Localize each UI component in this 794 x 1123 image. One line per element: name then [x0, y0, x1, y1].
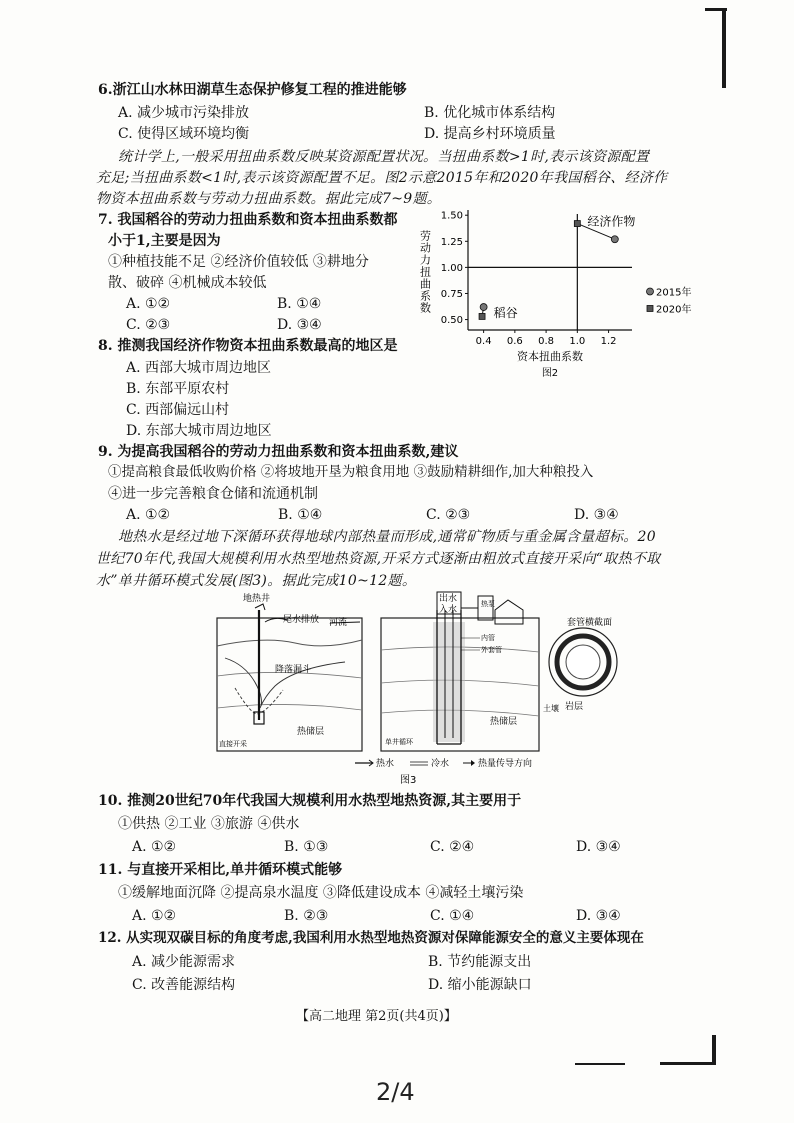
page-number: 2/4 — [376, 1078, 415, 1106]
figure-3-caption: 图3 — [400, 775, 417, 786]
q12-stem: 12. 从实现双碳目标的角度考虑,我国利用水热型地热资源对保障能源安全的意义主要体现在 — [98, 930, 644, 946]
q10-stem: 10. 推测20世纪70年代我国大规模利用水热型地热资源,其主要用于 — [98, 793, 522, 809]
legend-hot-water: 热水 — [376, 759, 395, 769]
label-open: 直接开采 — [219, 740, 247, 748]
intro-10-12-line1: 地热水是经过地下深循环获得地球内部热量而形成,通常矿物质与重金属含量超标。20 — [118, 529, 656, 545]
q11-option-c: C. ①④ — [430, 908, 475, 924]
q9-items-line2: ④进一步完善粮食仓储和流通机制 — [108, 486, 318, 502]
q10-option-b: B. ①③ — [284, 839, 329, 855]
q7-option-b: B. ①④ — [277, 296, 322, 312]
q11-option-b: B. ②③ — [284, 908, 329, 924]
q10-option-a: A. ①② — [132, 839, 177, 855]
figure-3-legend — [355, 757, 532, 786]
scan-edge-mark — [712, 1035, 716, 1065]
point-2020 — [574, 221, 580, 227]
q10-option-d: D. ③④ — [576, 839, 621, 855]
label-out: 出水 — [439, 594, 458, 604]
legend-heat-direction: 热量传导方向 — [478, 759, 533, 769]
label-in: 入水 — [439, 605, 458, 615]
intro-7-9-line1: 统计学上,一般采用扭曲系数反映某资源配置状况。当扭曲系数>1时,表示该资源配置 — [118, 149, 650, 165]
q12-option-a: A. 减少能源需求 — [132, 954, 236, 970]
label-mode: 单井循环 — [385, 738, 413, 746]
intro-7-9-line2: 充足;当扭曲系数<1时,表示该资源配置不足。图2示意2015年和2020年我国稻谷、经济作 — [96, 170, 668, 186]
q7-option-c: C. ②③ — [126, 317, 171, 333]
figure-3-diagram — [205, 588, 725, 788]
q6-option-d: D. 提高乡村环境质量 — [424, 126, 556, 142]
y-tick-label: 1.50 — [440, 210, 463, 222]
q8-option-c: C. 西部偏远山村 — [126, 402, 230, 418]
page-footer: 【高二地理 第2页(共4页)】 — [296, 1009, 457, 1024]
q6-option-a: A. 减少城市污染排放 — [118, 105, 250, 121]
figure-2-chart — [418, 200, 708, 400]
x-tick-label: 1.2 — [600, 336, 617, 347]
q6-stem: 6.浙江山水林田湖草生态保护修复工程的推进能够 — [98, 82, 407, 98]
label-well: 地热井 — [243, 594, 271, 604]
q8-option-d: D. 东部大城市周边地区 — [126, 423, 272, 439]
q6-option-b: B. 优化城市体系结构 — [424, 105, 556, 121]
label-section: 套管横截面 — [567, 618, 613, 628]
point-2020 — [479, 313, 485, 319]
intro-10-12-line3: 水”单井循环模式发展(图3)。据此完成10~12题。 — [96, 573, 417, 589]
x-tick-label: 1.0 — [569, 336, 586, 347]
legend-2015-marker — [647, 288, 654, 295]
legend-2020-label: 2020年 — [656, 304, 692, 316]
label-right-store: 热储层 — [490, 717, 518, 727]
q11-option-a: A. ①② — [132, 908, 177, 924]
scan-edge-mark — [660, 1062, 715, 1065]
q7-items-line2: 散、破碎 ④机械成本较低 — [108, 275, 267, 291]
legend-2020-marker — [647, 305, 653, 311]
q8-stem: 8. 推测我国经济作物资本扭曲系数最高的地区是 — [98, 338, 398, 354]
y-tick-label: 0.50 — [440, 315, 463, 327]
point-2015 — [611, 236, 618, 243]
y-axis-label: 劳动力扭曲系数 — [418, 230, 432, 314]
x-tick-label: 0.6 — [506, 336, 523, 347]
q7-stem-line1: 7. 我国稻谷的劳动力扭曲系数和资本扭曲系数都 — [98, 212, 398, 228]
q10-items: ①供热 ②工业 ③旅游 ④供水 — [118, 816, 300, 832]
q9-option-b: B. ①④ — [278, 507, 323, 523]
figure-3-left-panel — [217, 592, 362, 751]
label-rock: 岩层 — [565, 702, 584, 712]
scan-edge-mark — [575, 1063, 625, 1065]
intro-7-9-line3: 物资本扭曲系数与劳动力扭曲系数。据此完成7~9题。 — [96, 191, 442, 207]
x-tick-label: 0.4 — [475, 336, 492, 347]
q9-option-d: D. ③④ — [574, 507, 619, 523]
label-soil: 土壤 — [543, 704, 559, 713]
q12-option-c: C. 改善能源结构 — [132, 977, 236, 993]
q7-stem-line2: 小于1,主要是因为 — [108, 233, 221, 249]
scan-edge-mark — [722, 8, 726, 88]
label-funnel: 降落漏斗 — [275, 665, 312, 675]
figure-2-caption: 图2 — [541, 368, 559, 379]
y-tick-label: 1.25 — [440, 236, 463, 248]
series-label: 经济作物 — [587, 214, 636, 229]
q11-stem: 11. 与直接开采相比,单井循环模式能够 — [98, 862, 343, 878]
q9-option-a: A. ①② — [126, 507, 171, 523]
label-drain: 尾水排放 — [283, 615, 320, 625]
q11-items: ①缓解地面沉降 ②提高泉水温度 ③降低建设成本 ④减轻土壤污染 — [118, 885, 524, 901]
figure-3-right-panel — [381, 592, 617, 751]
q7-items-line1: ①种植技能不足 ②经济价值较低 ③耕地分 — [108, 254, 369, 270]
q9-stem: 9. 为提高我国稻谷的劳动力扭曲系数和资本扭曲系数,建议 — [98, 444, 459, 460]
y-tick-label: 1.00 — [440, 262, 463, 274]
q12-option-b: B. 节约能源支出 — [428, 954, 532, 970]
q7-option-a: A. ①② — [126, 296, 171, 312]
q9-items-line1: ①提高粮食最低收购价格 ②将坡地开垦为粮食用地 ③鼓励精耕细作,加大种粮投入 — [108, 464, 594, 480]
series-label: 稻谷 — [493, 306, 518, 321]
q7-option-d: D. ③④ — [277, 317, 322, 333]
label-inner: 内管 — [481, 634, 495, 642]
intro-10-12-line2: 世纪70年代,我国大规模利用水热型地热资源,开采方式逐渐由粗放式直接开采向“取热不取 — [96, 551, 661, 567]
q9-option-c: C. ②③ — [426, 507, 471, 523]
q8-option-b: B. 东部平原农村 — [126, 381, 230, 397]
label-left-store: 热储层 — [297, 727, 325, 737]
x-axis-label: 资本扭曲系数 — [517, 350, 583, 363]
q10-option-c: C. ②④ — [430, 839, 475, 855]
x-tick-label: 0.8 — [538, 336, 555, 347]
label-pump: 热泵 — [481, 600, 495, 608]
scan-edge-mark — [705, 8, 727, 11]
q12-option-d: D. 缩小能源缺口 — [428, 977, 532, 993]
label-river: 河流 — [329, 618, 348, 628]
legend-cold-water: 冷水 — [431, 759, 450, 769]
y-tick-label: 0.75 — [440, 288, 463, 300]
q6-option-c: C. 使得区域环境均衡 — [118, 126, 250, 142]
legend-2015-label: 2015年 — [656, 287, 692, 299]
q11-option-d: D. ③④ — [576, 908, 621, 924]
q8-option-a: A. 西部大城市周边地区 — [126, 360, 272, 376]
point-2015 — [480, 304, 487, 311]
label-outer: 外套管 — [481, 646, 502, 654]
